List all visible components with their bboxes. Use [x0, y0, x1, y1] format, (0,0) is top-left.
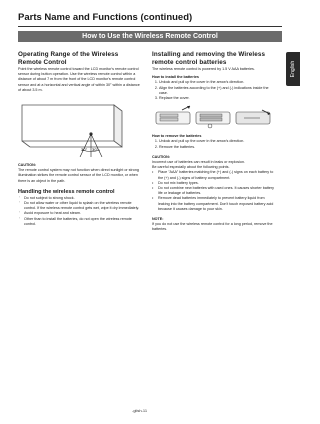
- handling-item: ' Avoid exposure to heat and steam.: [18, 211, 142, 216]
- language-tab-label: English: [290, 60, 296, 78]
- page-number: -glish-11: [132, 408, 148, 413]
- handling-item: ' Do not allow water or other liquid to splash on the wireless remote control. If the wireless remote control gets wet, wipe it dry immediately.: [18, 201, 142, 211]
- install-title: How to install the batteries: [152, 75, 199, 80]
- title-divider: [18, 26, 282, 27]
- handling-list: [18, 196, 142, 227]
- operating-range-body: Point the wireless remote control toward the LCD monitor's remote control sensor during button operation. Use the wireless remote control within a distance of about 7 m from the front of the LCD monitor's remote control sensor and at a horizontal and vertical angle of within 30° within a distance of about 3.5 m.: [18, 67, 140, 92]
- handling-heading: Handling the wireless remote control: [18, 188, 115, 195]
- right-caution-line: Be careful especially about the following points.: [152, 165, 230, 170]
- note-body: If you do not use the wireless remote control for a long period, remove the batteries.: [152, 222, 273, 232]
- left-column: [18, 51, 142, 227]
- caution-item: • Do not mix battery types.: [152, 181, 276, 186]
- remote-drawing-2: [196, 112, 230, 128]
- install-step: 3. Replace the cover.: [159, 96, 276, 101]
- language-tab: [286, 52, 300, 86]
- left-caution-heading: CAUTION:: [18, 163, 37, 168]
- left-caution-body: The remote control system may not function when direct sunlight or strong illumination strikes the remote control sensor of the LCD monitor, or when there is an object in the path.: [18, 168, 139, 183]
- right-caution-line: Incorrect use of batteries can result in leaks or explosion.: [152, 160, 246, 165]
- remote-drawing-3: [236, 110, 270, 124]
- lcd-monitor-drawing: [22, 105, 114, 141]
- remove-step: 1. Unlock and pull up the cover in the arrow's direction.: [159, 139, 276, 144]
- caution-item: • Do not combine new batteries with used ones. It causes shorter battery life or leakage of batteries.: [152, 186, 276, 196]
- install-step: 2. Align the batteries according to the (+) and (-) indications inside the case.: [159, 86, 276, 96]
- remove-steps: [152, 139, 276, 149]
- remote-range-illustration: [18, 101, 142, 157]
- operating-range-heading: Operating Range of the Wireless Remote Control: [18, 51, 119, 66]
- angle-label-left: 30°: [81, 147, 88, 153]
- installing-intro: The wireless remote control is powered by 1.5 V AAA batteries.: [152, 67, 255, 71]
- handling-item: ' Other than to install the batteries, do not open the wireless remote control.: [18, 217, 142, 227]
- right-column: [152, 51, 276, 233]
- installing-heading: Installing and removing the Wireless remote control batteries: [152, 51, 266, 66]
- remote-drawing-1: [156, 106, 190, 124]
- monitor-side-drawing: [114, 105, 122, 147]
- remove-title: How to remove the batteries: [152, 134, 202, 139]
- right-caution-heading: CAUTION:: [152, 154, 171, 159]
- battery-install-illustration: [152, 104, 276, 130]
- caution-item: • Place "AAA" batteries matching the (+) and (-) signs on each battery to the (+) and (-) signs of battery compartment.: [152, 170, 276, 180]
- handling-item: ' Do not subject to strong shock.: [18, 196, 142, 201]
- angle-label-right: 30°: [92, 147, 99, 153]
- right-caution-list: [152, 170, 276, 212]
- caution-item: • Remove dead batteries immediately to prevent battery liquid from leaking into the battery compartment. Don't touch exposed battery acid because it causes damage to your skin.: [152, 196, 276, 212]
- install-steps: [152, 80, 276, 101]
- page-title: Parts Name and Functions (continued): [18, 12, 193, 23]
- install-step: 1. Unlock and pull up the cover in the arrow's direction.: [159, 80, 276, 85]
- section-banner: How to Use the Wireless Remote Control: [18, 31, 282, 42]
- remove-step: 2. Remove the batteries.: [159, 145, 276, 150]
- note-heading: NOTE:: [152, 217, 164, 222]
